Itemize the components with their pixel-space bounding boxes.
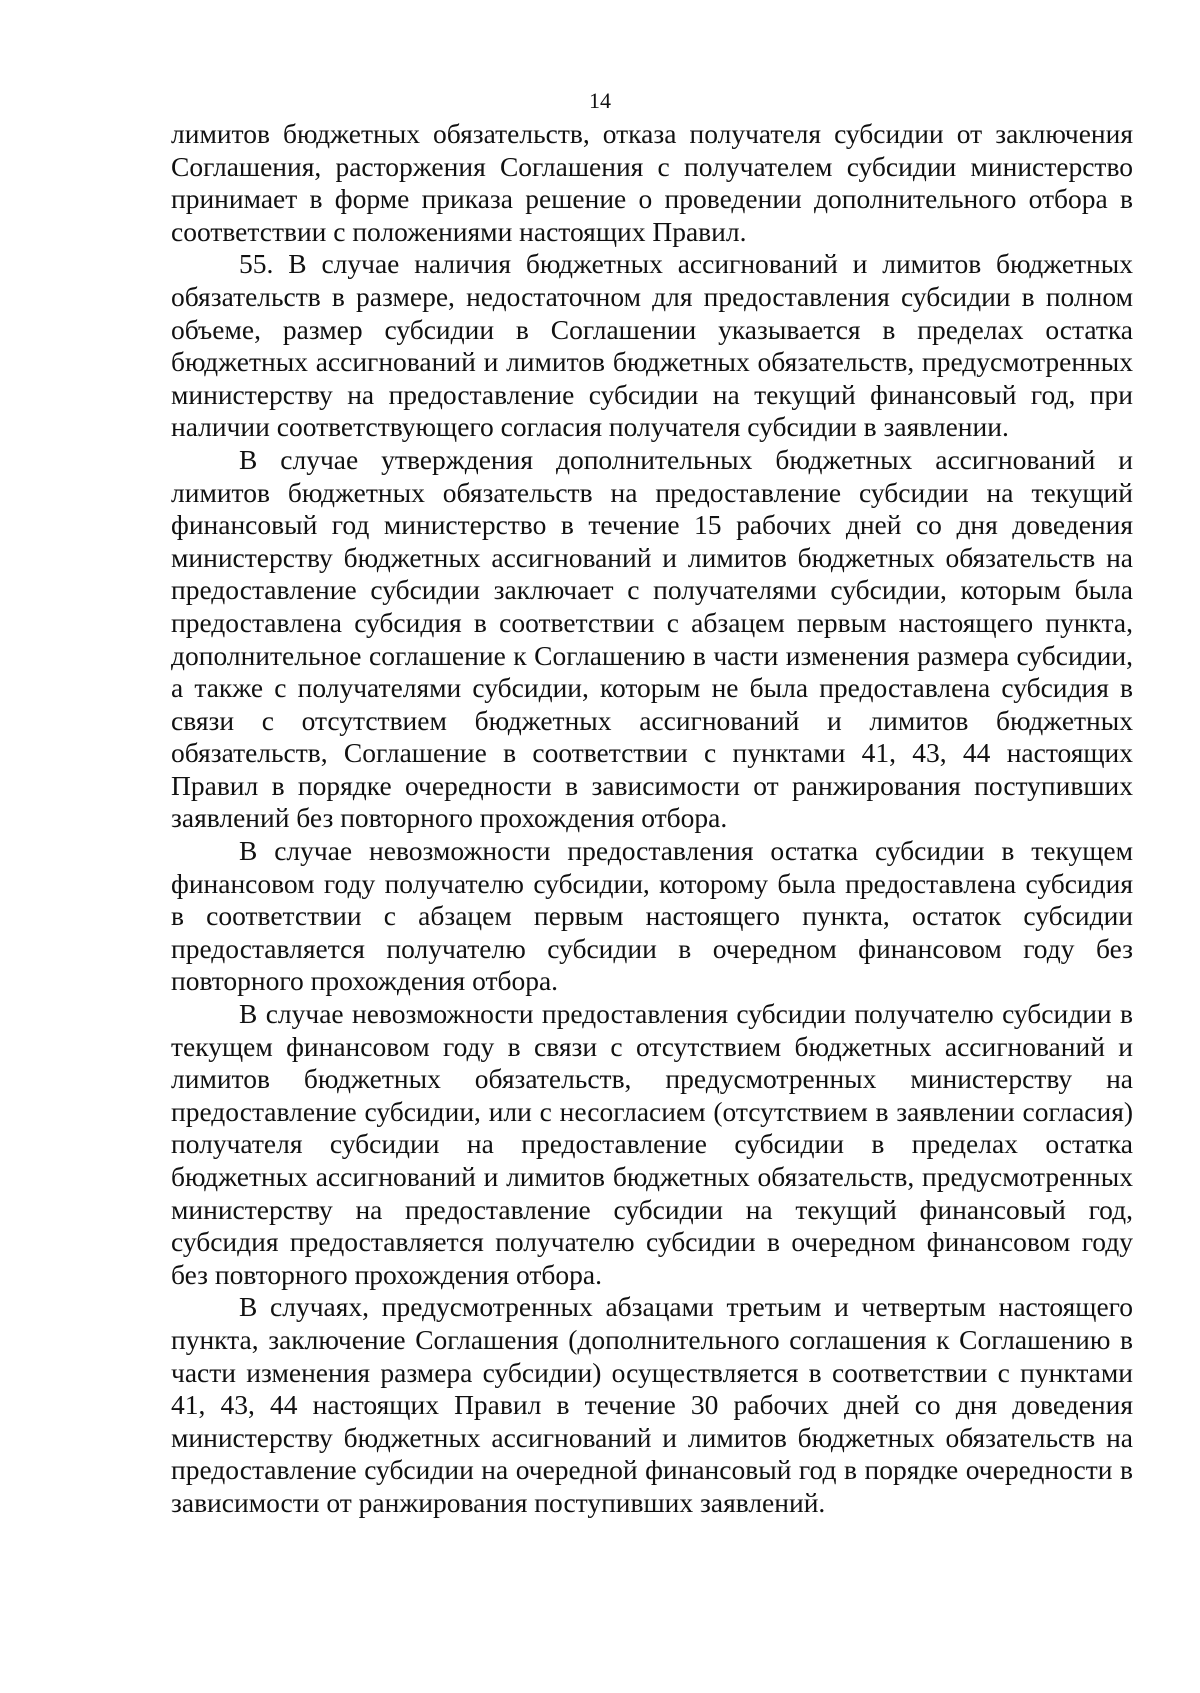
paragraph-continuation: лимитов бюджетных обязательств, отказа получателя субсидии от заключения Соглашения, расторжения Соглашения с получателем субсидии министерство принимает в форме приказа решение о проведении дополнительного отбора в соответствии с положениями настоящих Правил. bbox=[171, 118, 1133, 247]
page-number: 14 bbox=[589, 88, 611, 113]
paragraph-clause-55: 55. В случае наличия бюджетных ассигнований и лимитов бюджетных обязательств в размере, недостаточном для предоставления субсидии в полном объеме, размер субсидии в Соглашении указывается в пределах остатка бюджетных ассигнований и лимитов бюджетных обязательств, предусмотренных министерству на предоставление субсидии на текущий финансовый год, при наличии соответствующего согласия получателя субсидии в заявлении. bbox=[171, 248, 1133, 443]
paragraph-impossibility-current-year: В случае невозможности предоставления субсидии получателю субсидии в текущем финансовом году в связи с отсутствием бюджетных ассигнований и лимитов бюджетных обязательств, предусмотренных министерству на предоставление субсидии, или с несогласием (отсутствием в заявлении согласия) получателя субсидии на предоставление субсидии в пределах остатка бюджетных ассигнований и лимитов бюджетных обязательств, предусмотренных министерству на предоставление субсидии на текущий финансовый год, субсидия предоставляется получателю субсидии в очередном финансовом году без повторного прохождения отбора. bbox=[171, 998, 1133, 1290]
paragraph-agreement-conclusion: В случаях, предусмотренных абзацами третьим и четвертым настоящего пункта, заключение Соглашения (дополнительного соглашения к Соглашению в части изменения размера субсидии) осуществляется в соответствии с пунктами 41, 43, 44 настоящих Правил в течение 30 рабочих дней со дня доведения министерству бюджетных ассигнований и лимитов бюджетных обязательств на предоставление субсидии на очередной финансовый год в порядке очередности в зависимости от ранжирования поступивших заявлений. bbox=[171, 1291, 1133, 1518]
paragraph-remainder-next-year: В случае невозможности предоставления остатка субсидии в текущем финансовом году получателю субсидии, которому была предоставлена субсидия в соответствии с абзацем первым настоящего пункта, остаток субсидии предоставляется получателю субсидии в очередном финансовом году без повторного прохождения отбора. bbox=[171, 835, 1133, 997]
document-body bbox=[171, 118, 1133, 1520]
paragraph-additional-allocations: В случае утверждения дополнительных бюджетных ассигнований и лимитов бюджетных обязательств на предоставление субсидии на текущий финансовый год министерство в течение 15 рабочих дней со дня доведения министерству бюджетных ассигнований и лимитов бюджетных обязательств на предоставление субсидии заключает с получателями субсидии, которым была предоставлена субсидия в соответствии с абзацем первым настоящего пункта, дополнительное соглашение к Соглашению в части изменения размера субсидии, а также с получателями субсидии, которым не была предоставлена субсидия в связи с отсутствием бюджетных ассигнований и лимитов бюджетных обязательств, Соглашение в соответствии с пунктами 41, 43, 44 настоящих Правил в порядке очередности в зависимости от ранжирования поступивших заявлений без повторного прохождения отбора. bbox=[171, 443, 1133, 834]
